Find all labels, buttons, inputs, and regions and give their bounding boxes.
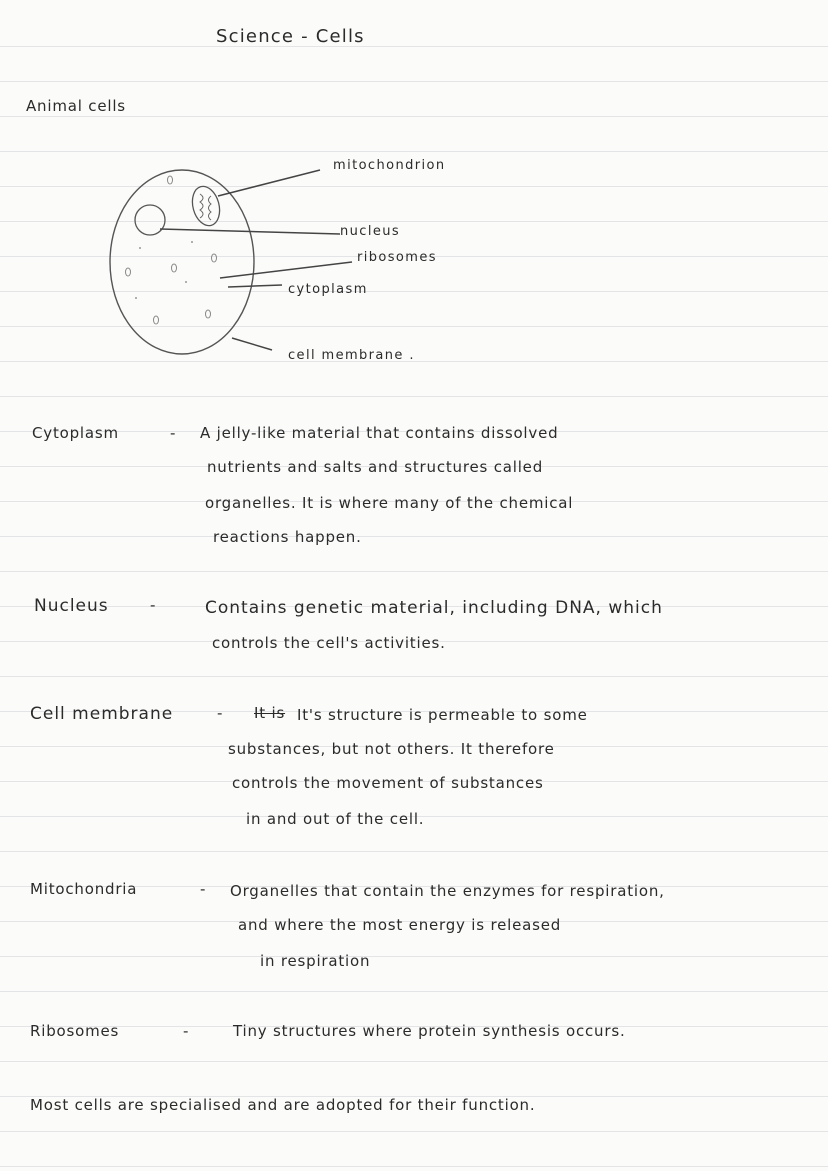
definition-line: Contains genetic material, including DNA, which	[205, 598, 663, 618]
ribosome-shape	[168, 176, 173, 184]
term-mitochondria: Mitochondria	[30, 880, 138, 898]
ribosome-shape	[154, 316, 159, 324]
ribosome-dot	[191, 241, 193, 243]
mitochondrion-shape	[188, 183, 223, 228]
definition-line: controls the cell's activities.	[212, 634, 446, 652]
definition-line: organelles. It is where many of the chemical	[205, 494, 574, 512]
ribosome-dot	[185, 281, 187, 283]
definition-line: Tiny structures where protein synthesis occurs.	[233, 1022, 626, 1040]
page-title: Science - Cells	[216, 26, 365, 47]
term-cell-membrane: Cell membrane	[30, 704, 174, 724]
nucleus-shape	[135, 205, 165, 235]
term-dash: -	[170, 424, 177, 442]
crossed-out-text: It is	[254, 704, 286, 722]
label-cytoplasm: cytoplasm	[288, 282, 368, 297]
definition-line: A jelly-like material that contains dissolved	[200, 424, 559, 442]
term-dash: -	[183, 1022, 190, 1040]
cell-membrane-outline	[110, 170, 254, 354]
definition-line: and where the most energy is released	[238, 916, 562, 934]
definition-line: Organelles that contain the enzymes for respiration,	[230, 882, 665, 900]
label-nucleus: nucleus	[340, 224, 401, 239]
term-dash: -	[217, 704, 224, 722]
term-ribosomes: Ribosomes	[30, 1022, 120, 1040]
label-mitochondrion: mitochondrion	[333, 158, 446, 173]
mitochondrion-pointer	[218, 170, 320, 196]
label-cell-membrane: cell membrane .	[288, 348, 415, 363]
term-cytoplasm: Cytoplasm	[32, 424, 119, 442]
ribosome-dot	[135, 297, 137, 299]
ribosome-shape	[126, 268, 131, 276]
term-dash: -	[150, 596, 157, 614]
definition-line: substances, but not others. It therefore	[228, 740, 555, 758]
term-dash: -	[200, 880, 207, 898]
closing-note: Most cells are specialised and are adopted for their function.	[30, 1096, 536, 1114]
ribosome-shape	[172, 264, 177, 272]
mitochondrion-cristae	[200, 194, 211, 220]
definition-line: nutrients and salts and structures called	[207, 458, 544, 476]
definition-line: reactions happen.	[213, 528, 362, 546]
definition-line: It's structure is permeable to some	[297, 706, 588, 724]
ribosomes-pointer	[220, 262, 352, 278]
term-nucleus: Nucleus	[34, 596, 109, 616]
cytoplasm-pointer	[228, 285, 282, 287]
definition-line: controls the movement of substances	[232, 774, 544, 792]
ribosome-dot	[139, 247, 141, 249]
section-heading: Animal cells	[26, 97, 126, 115]
cell-membrane-pointer	[232, 338, 272, 350]
ribosome-shape	[206, 310, 211, 318]
definition-line: in respiration	[260, 952, 371, 970]
label-ribosomes: ribosomes	[357, 250, 437, 265]
ribosome-shape	[212, 254, 217, 262]
definition-line: in and out of the cell.	[246, 810, 425, 828]
